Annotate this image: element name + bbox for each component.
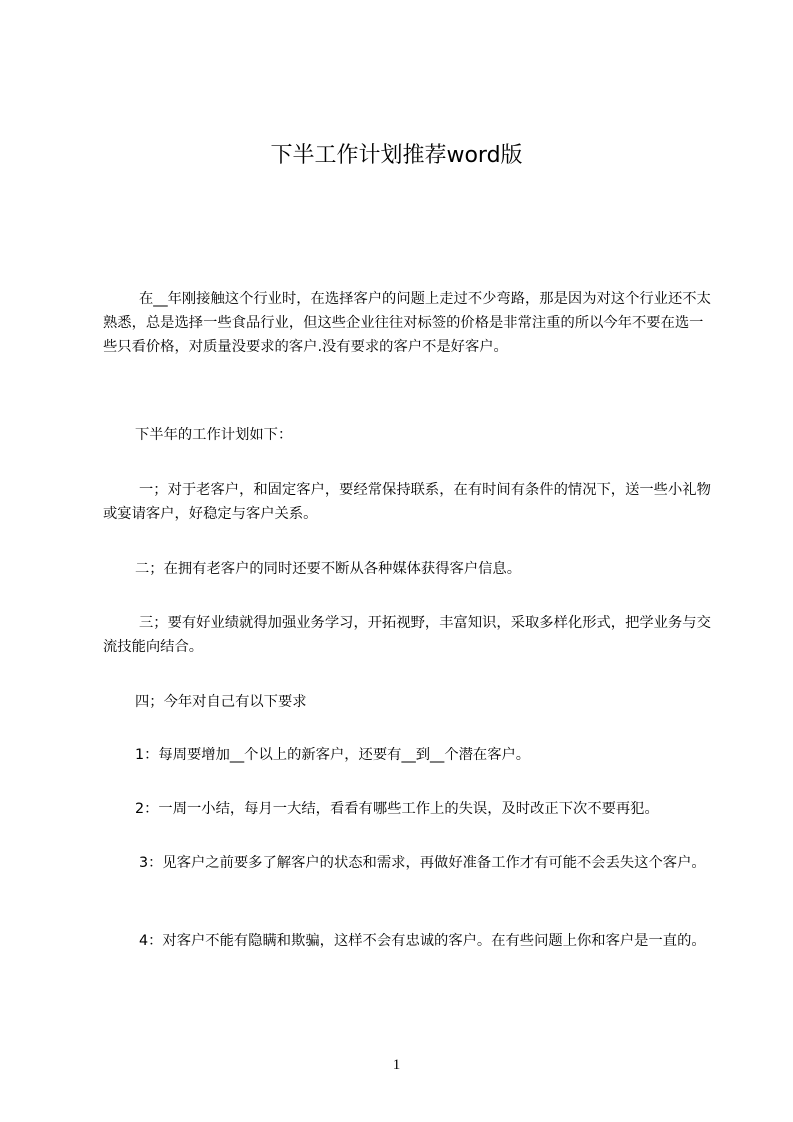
paragraph-item-one: 一；对于老客户，和固定客户，要经常保持联系，在有时间有条件的情况下，送一些小礼物或宴请客户，好稳定与客户关系。 [103, 482, 711, 522]
page-number: 1 [392, 1057, 401, 1073]
paragraph-item-three: 三；要有好业绩就得加强业务学习，开拓视野，丰富知识，采取多样化形式，把学业务与交流技能向结合。 [103, 615, 711, 655]
paragraph-item-four: 四；今年对自己有以下要求 [135, 694, 307, 710]
paragraph-intro: 在__年刚接触这个行业时，在选择客户的问题上走过不少弯路，那是因为对这个行业还不太熟悉，总是选择一些食品行业，但这些企业往往对标签的价格是非常注重的所以今年不要在选一些只看价格，对质量没要求的客户.没有要求的客户不是好客户。 [103, 291, 711, 355]
paragraph-requirement-2: 2：一周一小结，每月一大结，看看有哪些工作上的失误，及时改正下次不要再犯。 [135, 801, 659, 817]
paragraph-requirement-3: 3：见客户之前要多了解客户的状态和需求，再做好准备工作才有可能不会丢失这个客户。 [139, 855, 706, 871]
paragraph-plan-heading: 下半年的工作计划如下： [135, 427, 293, 443]
document-title: 下半工作计划推荐word版 [270, 143, 523, 168]
paragraph-item-two: 二；在拥有老客户的同时还要不断从各种媒体获得客户信息。 [135, 561, 522, 577]
paragraph-requirement-4: 4：对客户不能有隐瞒和欺骗，这样不会有忠诚的客户。在有些问题上你和客户是一直的。 [139, 933, 706, 949]
paragraph-requirement-1: 1：每周要增加__个以上的新客户，还要有__到__个潜在客户。 [135, 747, 531, 763]
